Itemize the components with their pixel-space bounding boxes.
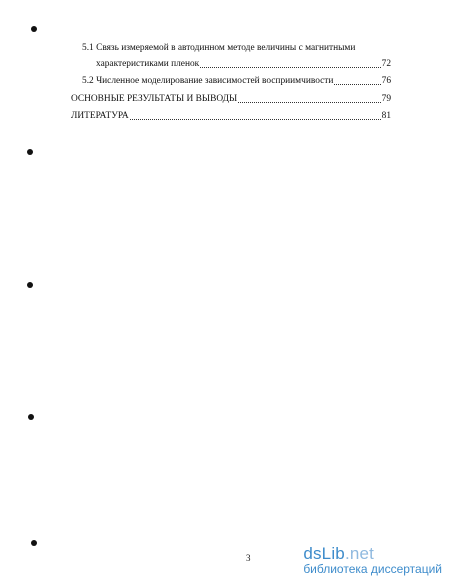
binding-hole-mark bbox=[28, 414, 34, 420]
watermark-logo bbox=[303, 545, 442, 563]
binding-hole-mark bbox=[31, 540, 37, 546]
toc-entry-literature-text: ЛИТЕРАТУРА bbox=[71, 111, 129, 121]
watermark-subtitle: библиотека диссертаций bbox=[303, 562, 442, 576]
leader-dots bbox=[200, 60, 380, 68]
leader-dots bbox=[238, 95, 380, 103]
toc-entry-results bbox=[71, 93, 391, 105]
toc-entry-5-1-line1: 5.1 Связь измеряемой в автодинном методе величины с магнитными bbox=[82, 43, 356, 53]
toc-entry-5-2-text: 5.2 Численное моделирование зависимостей восприимчивости bbox=[82, 76, 334, 86]
toc-entry-5-1-line2 bbox=[96, 58, 391, 70]
watermark-logo-suffix: .net bbox=[344, 544, 375, 563]
toc-entry-literature-page: 81 bbox=[381, 111, 391, 121]
watermark-logo-main: dsLib bbox=[303, 544, 345, 563]
toc-entry-5-1-text: характеристиками пленок bbox=[96, 59, 200, 69]
leader-dots bbox=[334, 77, 380, 85]
watermark bbox=[303, 545, 442, 576]
leader-dots bbox=[130, 112, 381, 120]
toc-entry-5-2-page: 76 bbox=[381, 76, 391, 86]
table-of-contents bbox=[0, 0, 450, 200]
toc-entry-results-page: 79 bbox=[381, 94, 391, 104]
toc-entry-literature bbox=[71, 110, 391, 122]
page-number: 3 bbox=[246, 553, 251, 563]
binding-hole-mark bbox=[27, 282, 33, 288]
toc-entry-results-text: ОСНОВНЫЕ РЕЗУЛЬТАТЫ И ВЫВОДЫ bbox=[71, 94, 238, 104]
toc-entry-5-2 bbox=[82, 75, 391, 87]
toc-entry-5-1-page: 72 bbox=[381, 59, 391, 69]
